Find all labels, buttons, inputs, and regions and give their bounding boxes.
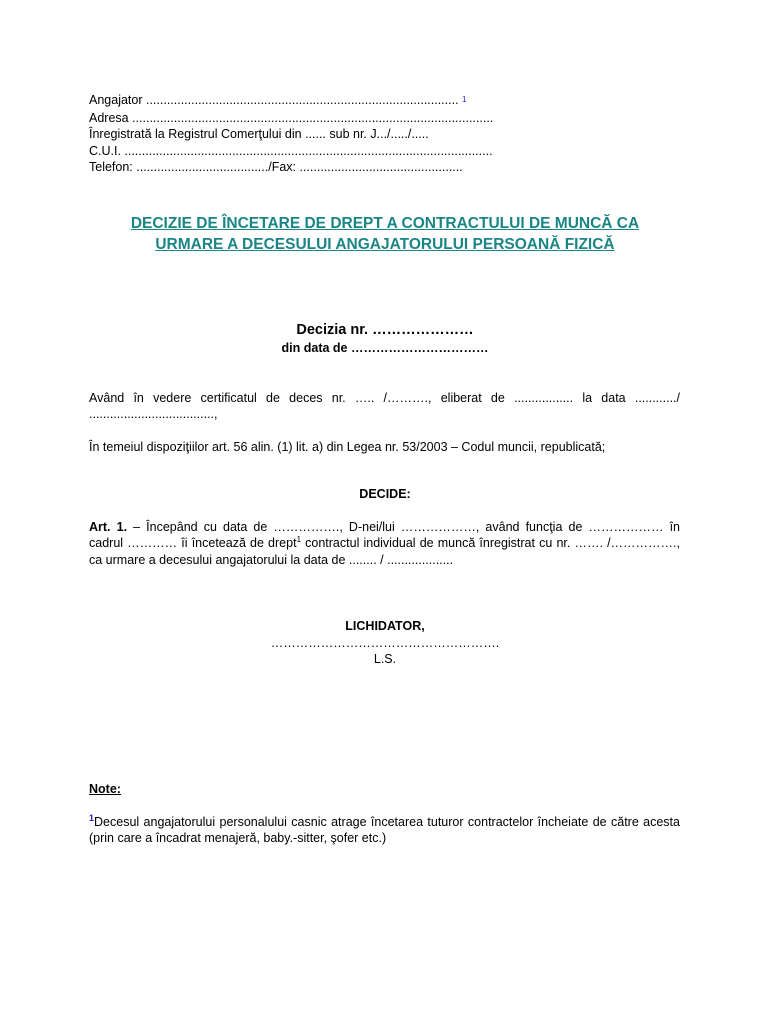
signature-line: ……………………………………………….	[270, 636, 500, 650]
title-line-1: DECIZIE DE ÎNCETARE DE DREPT A CONTRACTULUI DE MUNCĂ CA	[130, 215, 640, 232]
note-marker: 1	[89, 812, 95, 823]
decide-heading: DECIDE:	[359, 487, 411, 501]
note-paragraph	[89, 814, 680, 847]
note-text: Decesul angajatorului personalului casnic atrage încetarea tuturor contractelor încheiate de către acesta (prin care a încadrat menajeră, baby.-sitter, şofer etc.)	[89, 815, 680, 846]
stamp-label: L.S.	[373, 652, 397, 666]
address-line: Adresa ........................................................................................................	[89, 111, 494, 126]
employer-line: Angajator .......................................................................................... $^1$	[89, 93, 467, 107]
decision-date: din data de ……………………………	[281, 341, 489, 355]
article-text-b: contractul individual de muncă înregistrat cu nr. ……. /……………., ca urmare a decesului angajatorului la data de ........ / ...................	[89, 536, 681, 567]
registry-line: Înregistrată la Registrul Comerţului din ...... sub nr. J.../...../.....	[89, 127, 429, 142]
employer-header	[89, 92, 493, 175]
phone-fax-line: Telefon: ....................................../Fax: ...............................................	[89, 159, 463, 174]
document-title	[60, 213, 710, 255]
cui-line: C.U.I. ..........................................................................................................	[89, 143, 493, 158]
paragraph-death-certificate: Având în vedere certificatul de deces nr. ….. /………., eliberat de ................. la data ............/ ....................................,	[89, 391, 680, 422]
article-footnote-marker: 1	[296, 535, 302, 545]
decision-number: Decizia nr. …………………	[296, 322, 474, 338]
paragraph-legal-basis: În temeiul dispoziţiilor art. 56 alin. (1) lit. a) din Legea nr. 53/2003 – Codul muncii, republicată;	[89, 440, 606, 454]
footnote-marker: 1	[462, 95, 467, 104]
title-line-2: URMARE A DECESULUI ANGAJATORULUI PERSOANĂ FIZICĂ	[155, 236, 615, 253]
signatory-role: LICHIDATOR,	[345, 619, 425, 633]
article-1	[89, 519, 680, 568]
article-label: Art. 1.	[89, 520, 128, 534]
article-text-a: – Începând cu data de ……………., D-nei/lui ………………, având funcţia de ……………… în cadrul ………… îi încetează de drept	[89, 520, 680, 551]
notes-heading: Note:	[89, 782, 121, 796]
